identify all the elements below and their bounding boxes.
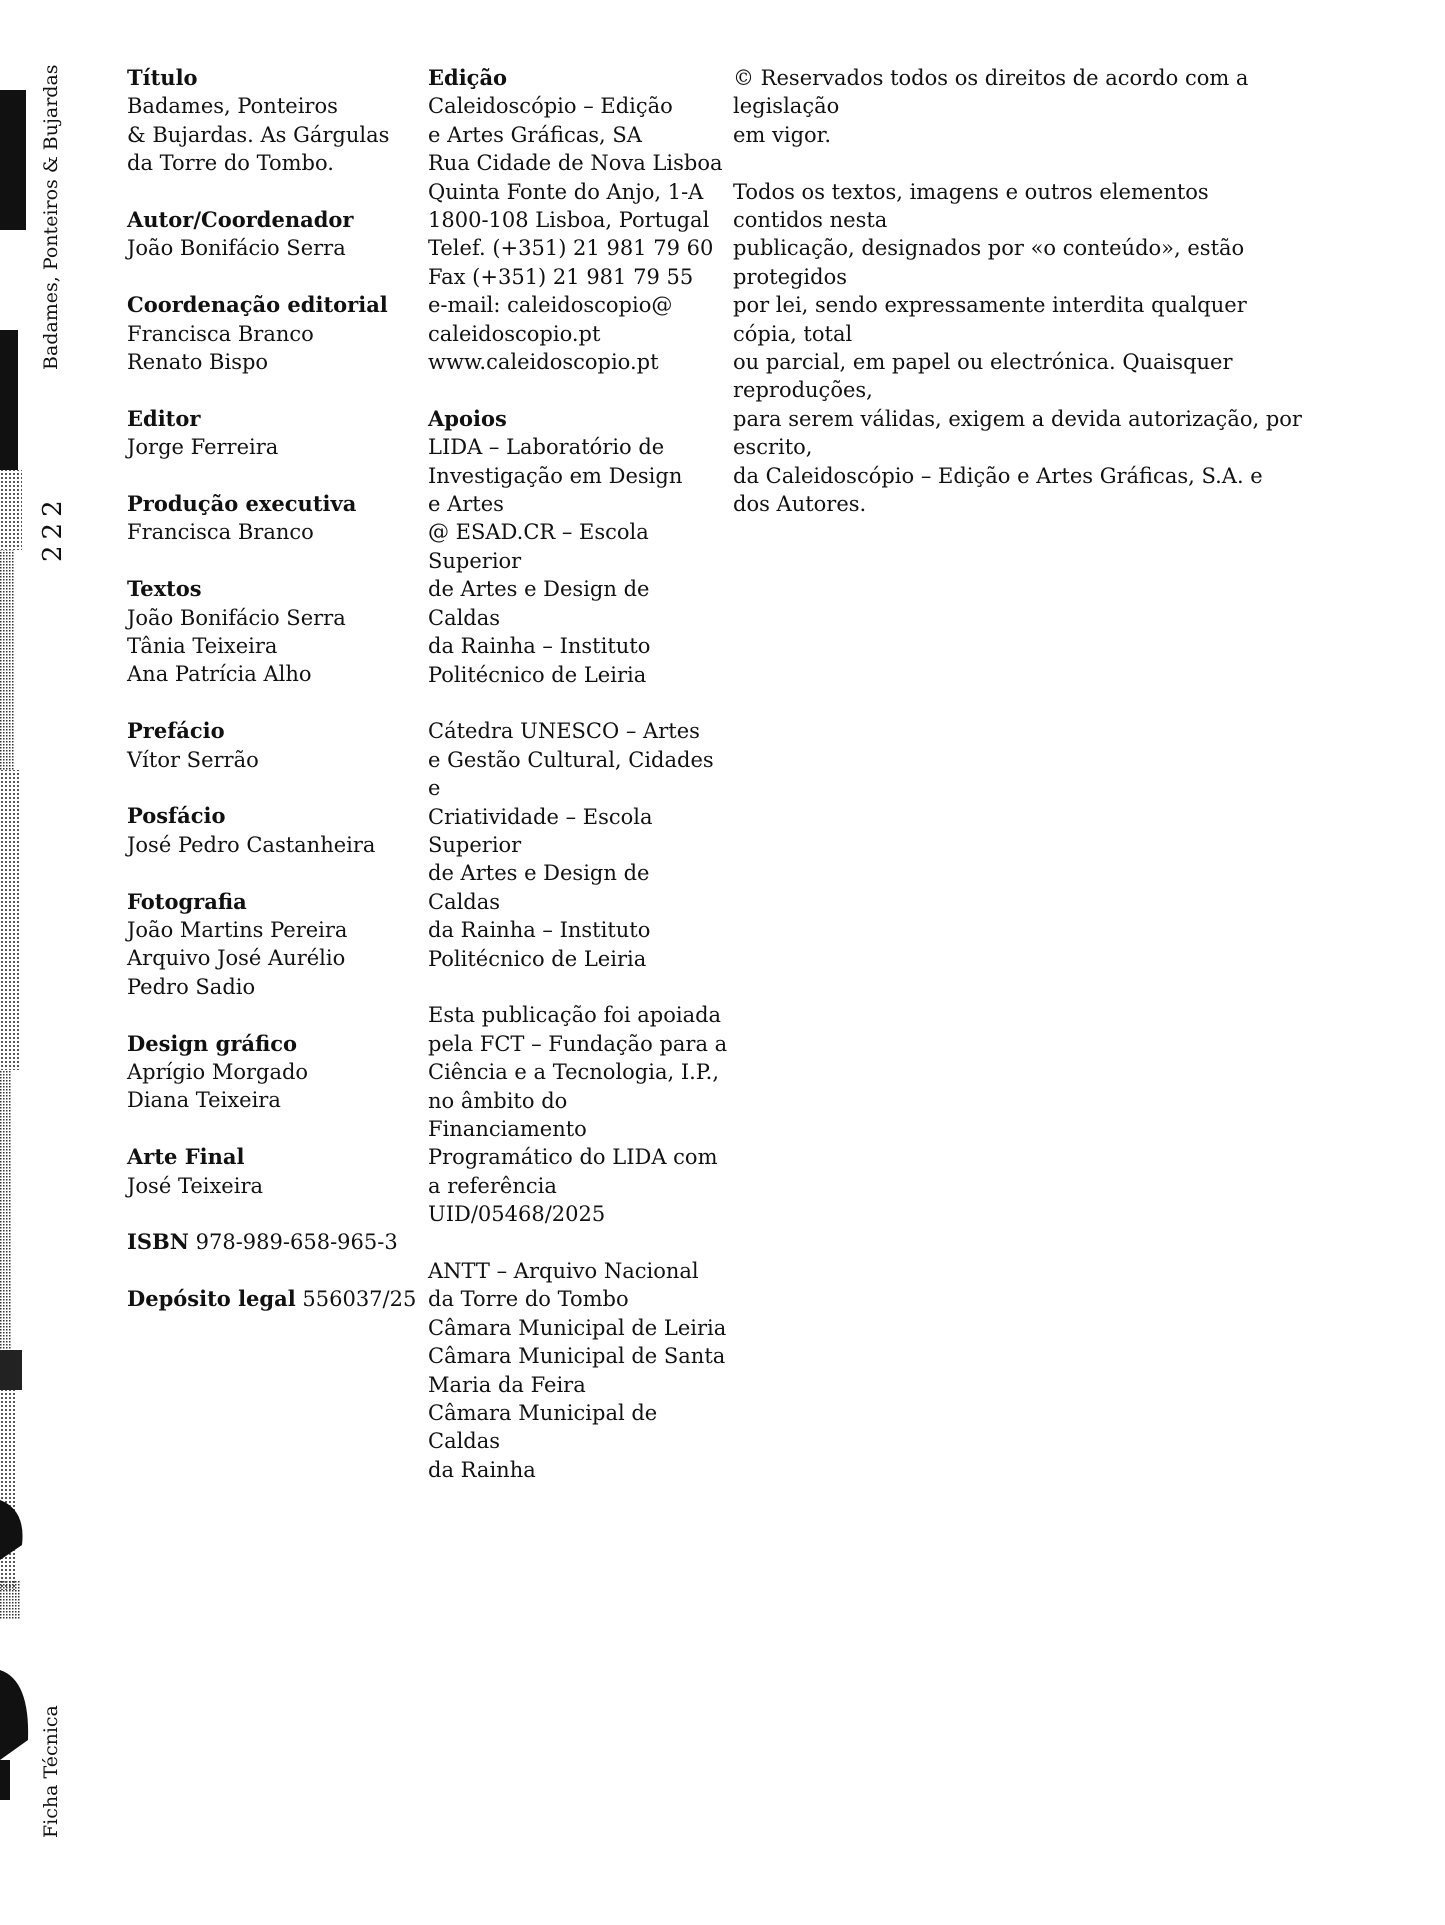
apoios-line: no âmbito do Financiamento [428, 1088, 587, 1141]
isbn-value: 978-989-658-965-3 [195, 1230, 398, 1255]
publisher-column [428, 64, 728, 1513]
edicao-line: Telef. (+351) 21 981 79 60 [428, 236, 714, 261]
credit-label: Produção executiva [127, 491, 357, 517]
apoios-line: da Rainha – Instituto [428, 634, 651, 659]
apoios-line: e Artes [428, 492, 504, 517]
credit-textos [127, 575, 417, 689]
edicao-label: Edição [428, 65, 508, 90]
credit-value: João Bonifácio Serra [127, 236, 346, 261]
spine-book-title: Badames, Ponteiros & Bujardas [40, 64, 62, 370]
credit-value: Badames, Ponteiros [127, 94, 338, 119]
credit-value: Vítor Serrão [127, 747, 259, 772]
apoios-line: de Artes e Design de Caldas [428, 577, 650, 630]
credit-value: Ana Patrícia Alho [127, 662, 312, 687]
credit-label: Autor/Coordenador [127, 207, 354, 233]
rights-column [733, 64, 1303, 547]
credit-value: Arquivo José Aurélio [127, 946, 346, 971]
credit-label: Prefácio [127, 718, 225, 744]
credit-value: da Torre do Tombo. [127, 151, 334, 176]
credit-editor [127, 405, 417, 462]
apoios-line: da Torre do Tombo [428, 1287, 629, 1312]
email-line: caleidoscopio.pt [428, 321, 601, 346]
credit-label: Fotografia [127, 888, 247, 914]
rights-line: para serem válidas, exigem a devida autorização, por escrito, [733, 406, 1302, 460]
edicao-line: Caleidoscópio – Edição [428, 94, 673, 119]
credit-isbn [127, 1228, 417, 1256]
deposito-value: 556037/25 [302, 1287, 417, 1312]
credit-value: Renato Bispo [127, 350, 269, 375]
email-line: e-mail: caleidoscopio@ [428, 293, 673, 318]
rights-line: por lei, sendo expressamente interdita qualquer cópia, total [733, 293, 1247, 346]
credit-arte-final [127, 1143, 417, 1200]
credit-value: Pedro Sadio [127, 974, 256, 999]
apoios-line: de Artes e Design de Caldas [428, 861, 650, 914]
apoios-line: Politécnico de Leiria [428, 662, 647, 687]
credit-label: Coordenação editorial [127, 292, 388, 318]
apoios-line: a referência UID/05468/2025 [428, 1173, 606, 1227]
credit-value: José Teixeira [127, 1173, 264, 1198]
rights-line: da Caleidoscópio – Edição e Artes Gráficas, S.A. e dos Autores. [733, 463, 1263, 517]
apoios-label: Apoios [428, 405, 507, 431]
credit-value: Diana Teixeira [127, 1088, 281, 1113]
credit-fotografia [127, 888, 417, 1002]
edicao-line: e Artes Gráficas, SA [428, 122, 642, 147]
credit-value: Aprígio Morgado [127, 1060, 309, 1085]
rights-statement [733, 178, 1303, 519]
apoios-line: LIDA – Laboratório de [428, 435, 665, 460]
website-line: www.caleidoscopio.pt [428, 350, 659, 375]
credit-label: Design gráfico [127, 1030, 298, 1056]
rights-line: © Reservados todos os direitos de acordo com a legislação [733, 66, 1249, 119]
section-title: Ficha Técnica [40, 1705, 62, 1838]
apoios-line: da Rainha [428, 1457, 536, 1482]
apoios-line: Criatividade – Escola Superior [428, 804, 653, 857]
apoios-line: pela FCT – Fundação para a [428, 1031, 728, 1056]
copyright-notice [733, 64, 1303, 149]
apoios-line: Esta publicação foi apoiada [428, 1003, 722, 1028]
apoios-line: Ciência e a Tecnologia, I.P., [428, 1060, 720, 1085]
apoios-group [428, 717, 728, 973]
apoios-line: Câmara Municipal de Caldas [428, 1401, 658, 1454]
edicao-line: Rua Cidade de Nova Lisboa [428, 151, 723, 176]
edicao-block [428, 64, 728, 376]
rights-line: ou parcial, em papel ou electrónica. Quaisquer reproduções, [733, 350, 1233, 403]
credit-value: Tânia Teixeira [127, 634, 278, 659]
credit-label: Título [127, 65, 198, 90]
edicao-line: Fax (+351) 21 981 79 55 [428, 264, 694, 289]
apoios-line: @ ESAD.CR – Escola Superior [428, 520, 649, 573]
apoios-line: Câmara Municipal de Santa [428, 1344, 726, 1369]
credit-value: & Bujardas. As Gárgulas [127, 122, 390, 147]
apoios-line: ANTT – Arquivo Nacional [428, 1259, 699, 1283]
apoios-group [428, 1257, 728, 1484]
credit-value: José Pedro Castanheira [127, 832, 376, 857]
apoios-line: Politécnico de Leiria [428, 946, 647, 971]
apoios-line: Câmara Municipal de Leiria [428, 1315, 727, 1340]
decorative-edge-artwork [0, 0, 30, 1925]
apoios-line: Investigação em Design [428, 463, 683, 488]
credit-value: João Bonifácio Serra [127, 605, 346, 630]
rights-line: publicação, designados por «o conteúdo», estão protegidos [733, 236, 1245, 289]
credit-coordenacao [127, 291, 417, 376]
apoios-line: Cátedra UNESCO – Artes [428, 719, 700, 744]
rights-line: Todos os textos, imagens e outros elementos contidos nesta [733, 179, 1209, 233]
credit-titulo [127, 64, 417, 178]
apoios-group [428, 1001, 728, 1228]
credit-prefacio [127, 717, 417, 774]
credit-label: Textos [127, 576, 202, 602]
isbn-label: ISBN [127, 1229, 189, 1255]
rights-line: em vigor. [733, 122, 832, 147]
apoios-line: Maria da Feira [428, 1372, 586, 1397]
credit-value: Francisca Branco [127, 520, 314, 545]
credit-label: Arte Final [127, 1144, 245, 1170]
credit-posfacio [127, 802, 417, 859]
edicao-line: 1800-108 Lisboa, Portugal [428, 208, 710, 233]
credit-label: Posfácio [127, 803, 226, 829]
apoios-group [428, 433, 728, 689]
credits-column [127, 64, 417, 1342]
deposito-label: Depósito legal [127, 1286, 296, 1312]
credit-value: João Martins Pereira [127, 918, 348, 943]
apoios-line: e Gestão Cultural, Cidades e [428, 747, 714, 801]
apoios-block [428, 405, 728, 1484]
edicao-line: Quinta Fonte do Anjo, 1-A [428, 179, 704, 204]
apoios-line: da Rainha – Instituto [428, 918, 651, 943]
credit-value: Francisca Branco [127, 321, 314, 346]
credit-autor [127, 206, 417, 263]
credit-value: Jorge Ferreira [127, 435, 279, 460]
credit-deposito [127, 1285, 417, 1313]
credit-design [127, 1030, 417, 1115]
credit-producao [127, 490, 417, 547]
page-number: 222 [38, 494, 68, 562]
credit-label: Editor [127, 405, 201, 431]
apoios-line: Programático do LIDA com [428, 1145, 718, 1170]
